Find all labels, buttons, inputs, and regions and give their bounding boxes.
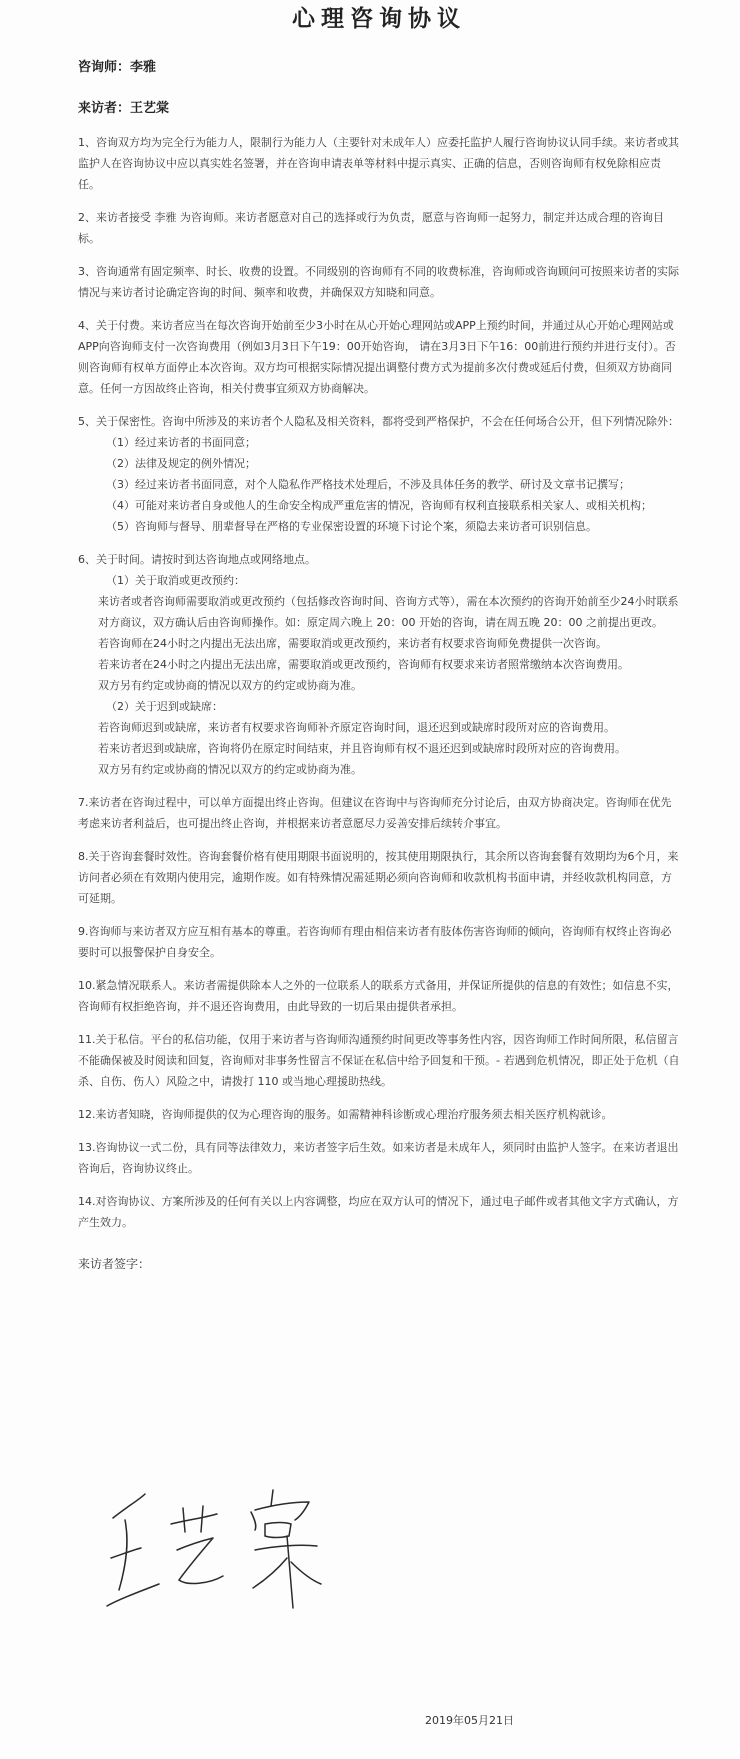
clause-6: 6、关于时间。请按时到达咨询地点或网络地点。 — [78, 553, 316, 566]
clause-5: 5、关于保密性。咨询中所涉及的来访者个人隐私及相关资料，都将受到严格保护，不会在任何场合公开，但下列情况除外： — [78, 415, 679, 428]
clause-13: 13.咨询协议一式二份，具有同等法律效力，来访者签字后生效。如来访者是未成年人，须同时由监护人签字。在来访者退出咨询后，咨询协议终止。 — [78, 1141, 679, 1175]
confidentiality-exception: （4）可能对来访者自身或他人的生命安全构成严重危害的情况，咨询师有权利直接联系相关家人、或相关机构； — [106, 499, 652, 512]
clause-12: 12.来访者知晓，咨询师提供的仅为心理咨询的服务。如需精神科诊断或心理治疗服务须去相关医疗机构就诊。 — [78, 1108, 613, 1121]
clause-6-subheading-cancel: （1）关于取消或更改预约： — [106, 574, 245, 587]
clause-1: 1、咨询双方均为完全行为能力人，限制行为能力人（主要针对未成年人）应委托监护人履行咨询协议认同手续。来访者或其监护人在咨询协议中应以真实姓名签署，并在咨询申请表单等材料中提示真实、正确的信息，否则咨询师有权免除相应责任。 — [78, 136, 679, 191]
confidentiality-exception: （5）咨询师与督导、朋辈督导在严格的专业保密设置的环境下讨论个案，须隐去来访者可识别信息。 — [106, 520, 597, 533]
clause-10: 10.紧急情况联系人。来访者需提供除本人之外的一位联系人的联系方式备用，并保证所提供的信息的有效性；如信息不实，咨询师有权拒绝咨询，并不退还咨询费用，由此导致的一切后果由提供者承担。 — [78, 979, 679, 1013]
clause-7: 7.来访者在咨询过程中，可以单方面提出终止咨询。但建议在咨询中与咨询师充分讨论后，由双方协商决定。咨询师在优先考虑来访者利益后，也可提出终止咨询，并根据来访者意愿尽力妥善安排后续转介事宜。 — [78, 796, 672, 830]
clause-8: 8.关于咨询套餐时效性。咨询套餐价格有使用期限书面说明的，按其使用期限执行，其余所以咨询套餐有效期均为6个月，来访问者必须在有效期内使用完，逾期作废。如有特殊情况需延期必须向咨询师和收款机构书面申请，并经收款机构同意，方可延期。 — [78, 850, 679, 905]
confidentiality-exception: （1）经过来访者的书面同意； — [106, 436, 256, 449]
signed-date: 2019年05月21日 — [425, 1714, 514, 1727]
counselor-name: 咨询师：李雅 — [78, 60, 157, 75]
clause-6-paragraph: 来访者或者咨询师需要取消或更改预约（包括修改咨询时间、咨询方式等），需在本次预约的咨询开始前至少24小时联系对方商议，双方确认后由咨询师操作。如：原定周六晚上 20：00 开始的咨询，请在周五晚 20：00 之前提出更改。 — [98, 595, 679, 629]
clause-14: 14.对咨询协议、方案所涉及的任何有关以上内容调整，均应在双方认可的情况下，通过电子邮件或者其他文字方式确认，方产生效力。 — [78, 1195, 679, 1229]
handwritten-signature — [105, 1480, 335, 1615]
confidentiality-exception: （2）法律及规定的例外情况； — [106, 457, 256, 470]
clause-6-paragraph: 若来访者在24小时之内提出无法出席，需要取消或更改预约，咨询师有权要求来访者照常缴纳本次咨询费用。 — [98, 658, 629, 671]
clause-6-paragraph: 双方另有约定或协商的情况以双方的约定或协商为准。 — [98, 763, 362, 776]
page-title: 心理咨询协议 — [292, 5, 466, 32]
signature-label: 来访者签字： — [78, 1257, 151, 1271]
clause-11: 11.关于私信。平台的私信功能，仅用于来访者与咨询师沟通预约时间更改等事务性内容，因咨询师工作时间所限，私信留言不能确保被及时阅读和回复，咨询师对非事务性留言不保证在私信中给予回复和干预。- 若遇到危机情况，即正处于危机（自杀、自伤、伤人）风险之中，请拨打 110 或当地心理援助热线。 — [78, 1033, 680, 1088]
clause-9: 9.咨询师与来访者双方应互相有基本的尊重。若咨询师有理由相信来访者有肢体伤害咨询师的倾向，咨询师有权终止咨询必要时可以报警保护自身安全。 — [78, 925, 672, 959]
clause-4: 4、关于付费。来访者应当在每次咨询开始前至少3小时在从心开始心理网站或APP上预约时间，并通过从心开始心理网站或APP向咨询师支付一次咨询费用（例如3月3日下午19：00开始咨询， 请在3月3日下午16：00前进行预约并进行支付）。否则咨询师有权单方面停止本次咨询。双方均可根据实际情况提出调整付费方式为提前多次付费或延后付费，但须双方协商同意。任何一方因故终止咨询，相关付费事宜须双方协商解决。 — [78, 319, 676, 395]
clause-6-subheading-late: （2）关于迟到或缺席： — [106, 700, 223, 713]
clause-6-group — [78, 549, 680, 780]
clause-3: 3、咨询通常有固定频率、时长、收费的设置。不同级别的咨询师有不同的收费标准，咨询师或咨询顾问可按照来访者的实际情况与来访者讨论确定咨询的时间、频率和收费，并确保双方知晓和同意。 — [78, 265, 679, 299]
client-name: 来访者：王艺棠 — [78, 101, 170, 116]
clause-5-group — [78, 411, 680, 537]
clause-6-paragraph: 若咨询师在24小时之内提出无法出席，需要取消或更改预约，来访者有权要求咨询师免费提供一次咨询。 — [98, 637, 607, 650]
clause-2: 2、来访者接受 李雅 为咨询师。来访者愿意对自己的选择或行为负责，愿意与咨询师一起努力，制定并达成合理的咨询目标。 — [78, 211, 664, 245]
clause-list — [78, 132, 680, 1233]
clause-6-paragraph: 双方另有约定或协商的情况以双方的约定或协商为准。 — [98, 679, 362, 692]
confidentiality-exception: （3）经过来访者书面同意，对个人隐私作严格技术处理后，不涉及具体任务的教学、研讨及文章书记撰写； — [106, 478, 630, 491]
clause-6-paragraph: 若来访者迟到或缺席，咨询将仍在原定时间结束，并且咨询师有权不退还迟到或缺席时段所对应的咨询费用。 — [98, 742, 626, 755]
clause-6-paragraph: 若咨询师迟到或缺席，来访者有权要求咨询师补齐原定咨询时间，退还迟到或缺席时段所对应的咨询费用。 — [98, 721, 615, 734]
